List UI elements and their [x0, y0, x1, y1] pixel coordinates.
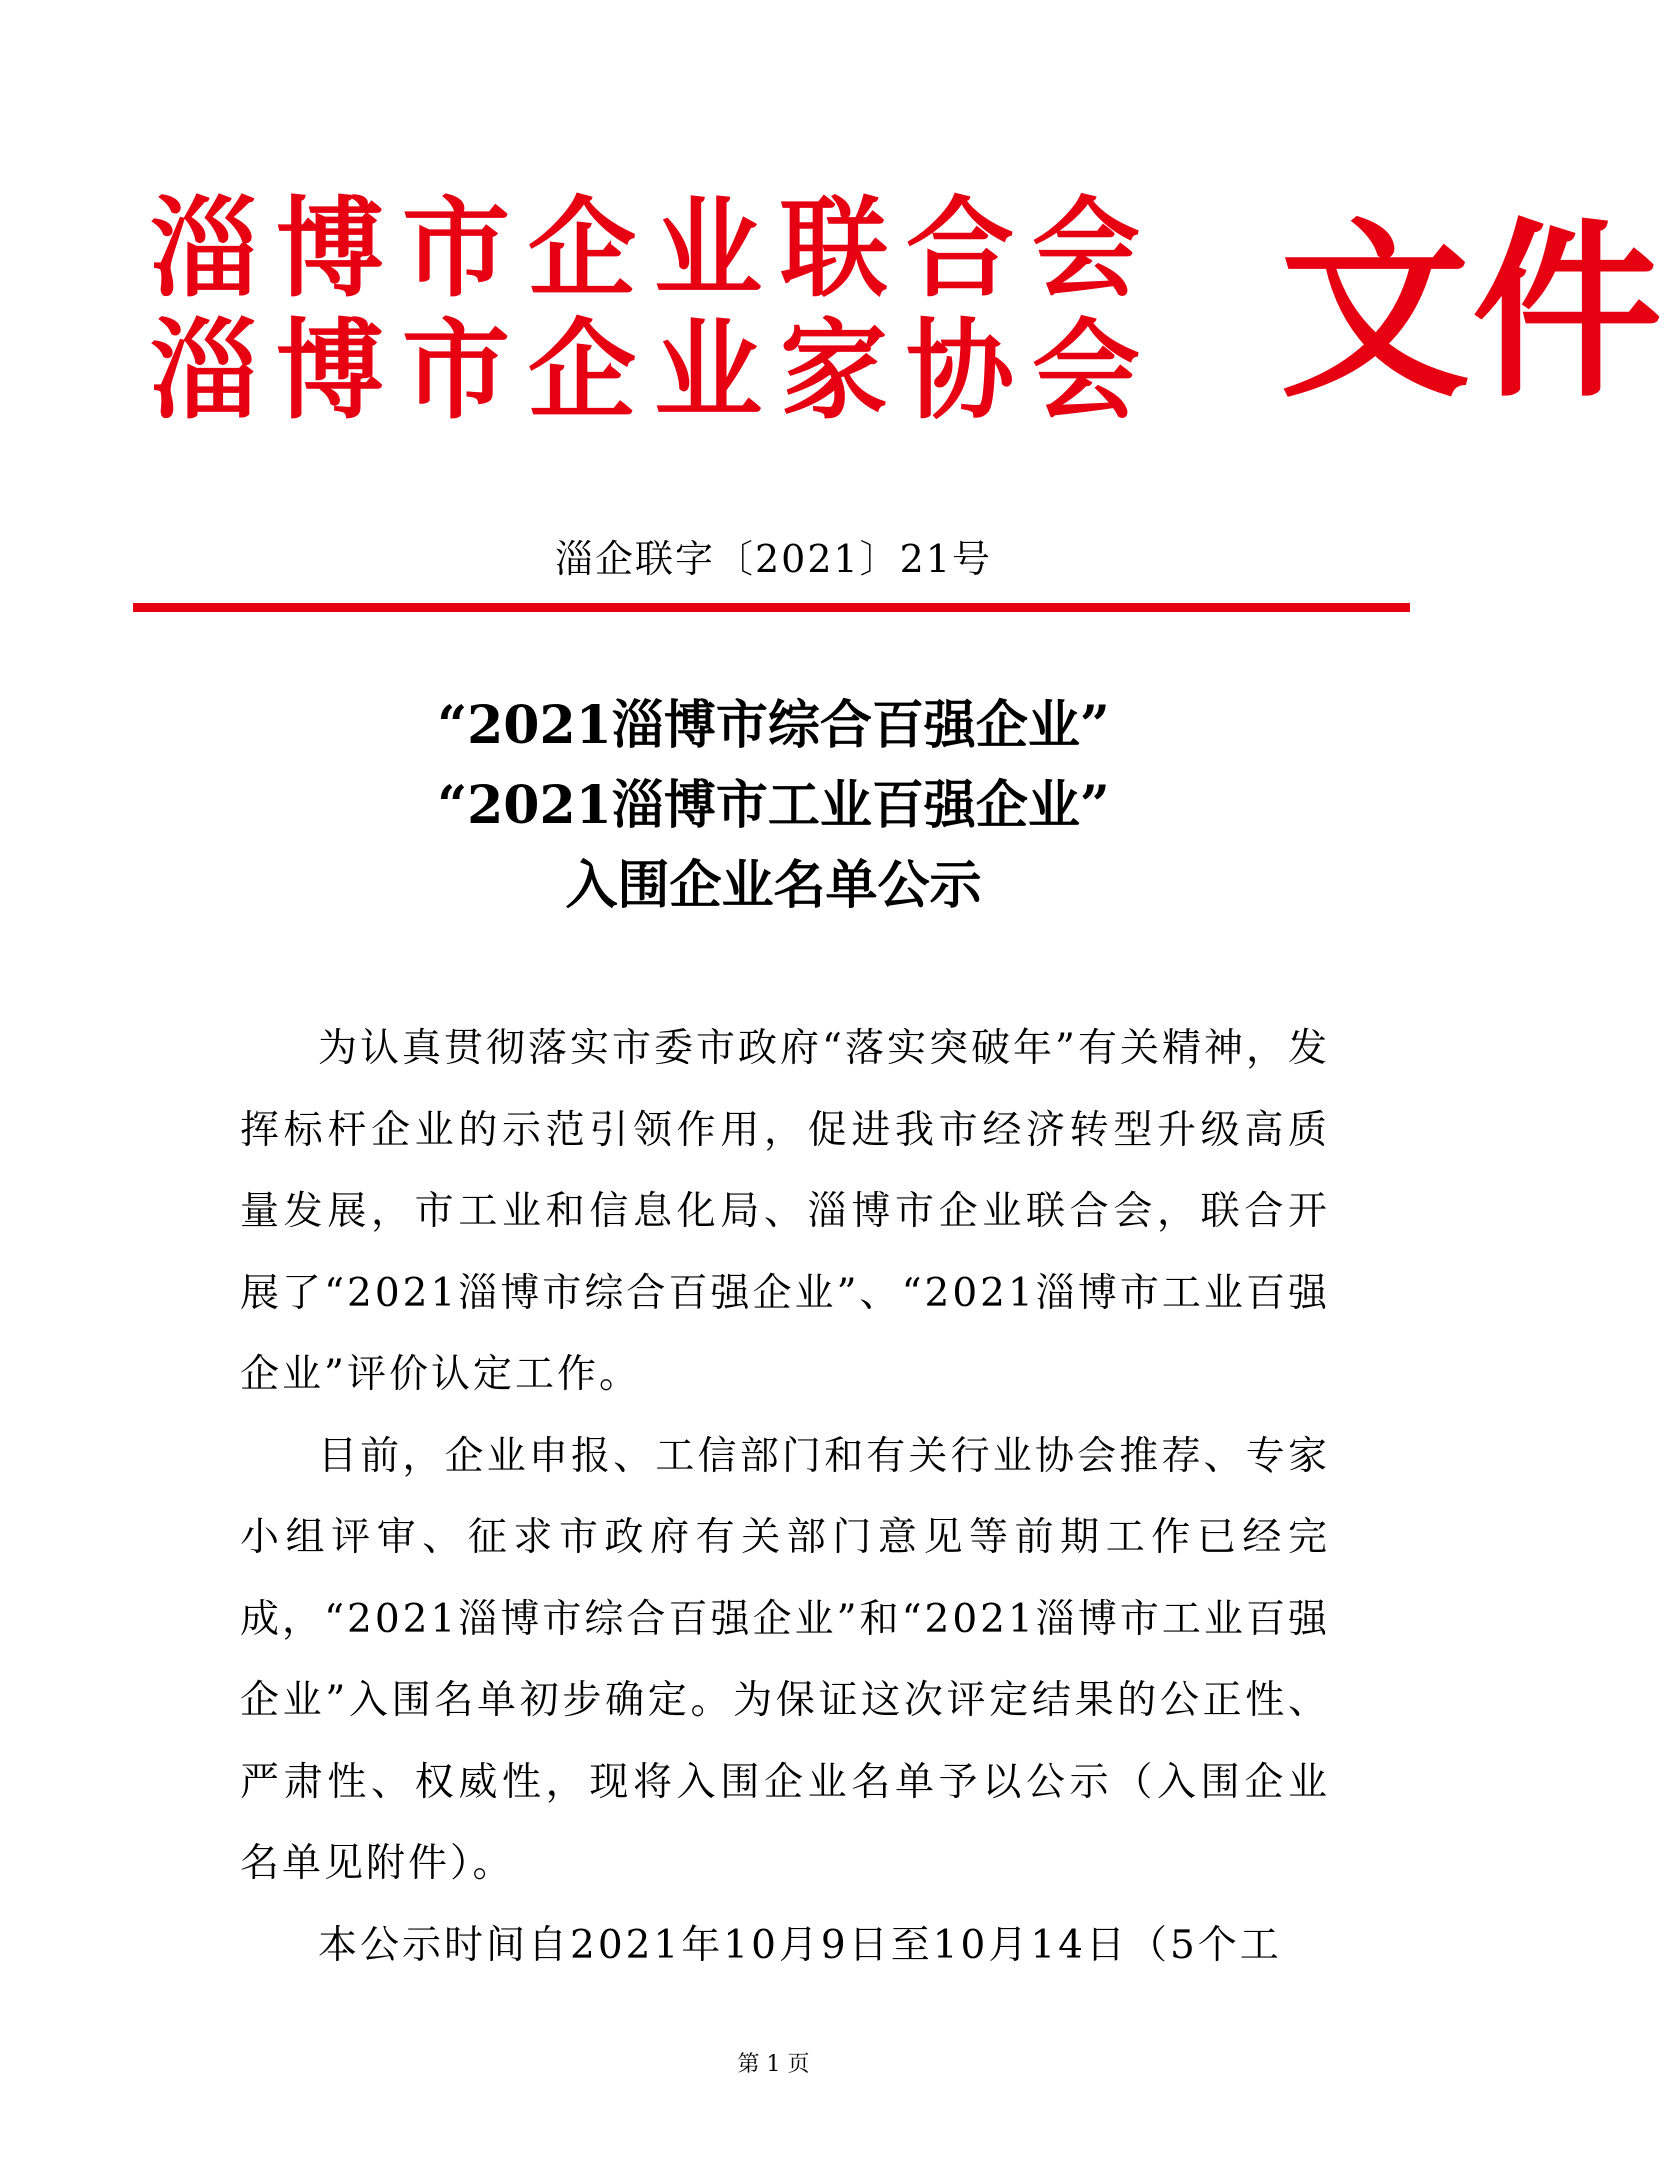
title-line-1: “2021淄博市综合百强企业” [437, 695, 1110, 756]
red-divider [133, 603, 1410, 612]
body-paragraph-1: 为认真贯彻落实市委市政府“落实突破年”有关精神，发挥标杆企业的示范引领作用，促进我市经济转型升级高质量发展，市工业和信息化局、淄博市企业联合会，联合开展了“2021淄博市综合百强企业”、“2021淄博市工业百强企业”评价认定工作。 [240, 1026, 1330, 1397]
issuer-name-2: 淄博市企业家协会 [150, 308, 1159, 434]
page-number: 第 1 页 [737, 2052, 810, 2077]
document-header [150, 186, 1664, 445]
title-line-2: “2021淄博市工业百强企业” [437, 775, 1110, 836]
document-number: 淄企联字〔2021〕21号 [554, 537, 993, 581]
body-paragraph-3: 本公示时间自2021年10月9日至10月14日（5个工 [318, 1922, 1282, 1968]
body-text [240, 1008, 1330, 1986]
body-paragraph-2: 目前，企业申报、工信部门和有关行业协会推荐、专家小组评审、征求市政府有关部门意见等前期工作已经完成，“2021淄博市综合百强企业”和“2021淄博市工业百强企业”入围名单初步确定。为保证这次评定结果的公正性、严肃性、权威性，现将入围企业名单予以公示（入围企业名单见附件）。 [240, 1433, 1330, 1886]
title-line-3: 入围企业名单公示 [565, 855, 982, 916]
document-label: 文件 [1280, 200, 1664, 423]
issuer-name-1: 淄博市企业联合会 [150, 186, 1159, 312]
